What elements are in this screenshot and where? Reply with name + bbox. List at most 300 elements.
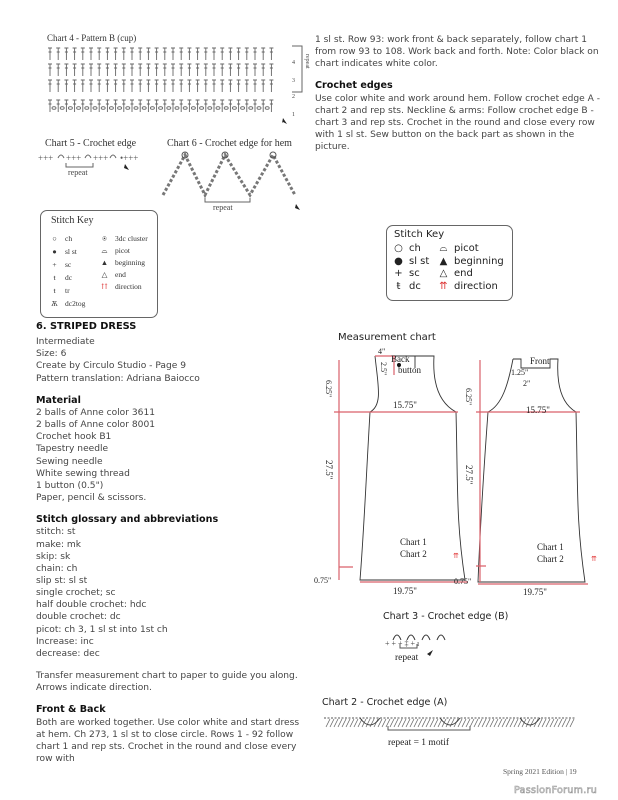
chart4-stitch [269, 100, 273, 112]
chart4-chain [191, 107, 195, 110]
chart4-stitch [212, 80, 216, 92]
chart2-stitch [486, 719, 490, 727]
chart2-stitch [350, 719, 354, 727]
stitch-key-entry [392, 268, 429, 281]
front-hem-height: 0.75" [454, 577, 472, 586]
chart4-stitch [269, 48, 273, 60]
back-top-height: 6.25" [324, 380, 333, 398]
chart2-stitch [506, 719, 510, 727]
crochet-edges-text: Use color white and work around hem. Follow crochet edge A - chart 2 and rep sts. Neckline & arms: Follow crochet edge B - chart 3 and rep sts. Crochet in the round and close every row with 1 sl st. Sew button on the back part as shown in the picture. [315, 93, 601, 153]
chart2-stitch [446, 719, 450, 727]
chart4-stitch [130, 48, 134, 60]
chart2-stitch [414, 719, 418, 727]
stitch-key-entry [98, 245, 148, 257]
chart2-stitch [394, 719, 398, 727]
chart4-chain [183, 107, 187, 110]
chart4-stitch [163, 80, 167, 92]
chart4-stitch [89, 80, 93, 92]
stitch-key-entry [437, 281, 504, 294]
page-footer: Spring 2021 Edition | 19 [503, 767, 577, 776]
chart4-stitch [97, 64, 101, 76]
chart4-chain [126, 107, 130, 110]
chart4-stitch [114, 64, 118, 76]
chart4-chain [265, 107, 269, 110]
chart4-stitch [196, 80, 200, 92]
chart4-chain [200, 107, 204, 110]
chart4-stitch [48, 80, 52, 92]
right-column [315, 34, 611, 153]
chart4-repeat: repeat [304, 54, 310, 69]
stitch-key-label: sc [65, 260, 72, 269]
chart4-stitch [253, 100, 257, 112]
svg-text:+++: +++ [38, 153, 54, 163]
chart4-chain [109, 107, 113, 110]
stitch-key-label: ch [65, 234, 73, 243]
chart2-stitch [406, 719, 410, 727]
stitch-key-entry [98, 269, 148, 281]
glossary-item: single crochet; sc [36, 588, 116, 599]
back-chart2-label: Chart 2 [400, 549, 427, 559]
chart2-stitch [550, 719, 554, 727]
intro-line: Size: 6 [36, 349, 67, 360]
front-strap-width: 1.25" [511, 368, 529, 377]
chart4-stitch [114, 100, 118, 112]
glossary-heading: Stitch glossary and abbreviations [36, 514, 219, 526]
svg-text:+ + + ‡ + ı: + + + ‡ + ı [385, 639, 420, 648]
chart4-stitch [56, 48, 60, 60]
stitch-key-entry [437, 268, 504, 281]
stitch-key-label: picot [454, 243, 479, 254]
chart4-stitch [261, 100, 265, 112]
chart2-stitch [330, 719, 334, 727]
front-chart1-label: Chart 1 [537, 542, 564, 552]
chart4-stitch [187, 100, 191, 112]
chart2-stitch [514, 719, 518, 727]
material-heading: Material [36, 394, 81, 406]
chart4-chain [60, 107, 64, 110]
chart4-stitch [237, 64, 241, 76]
chart2-stitch [418, 719, 422, 727]
chart4-stitch [105, 100, 109, 112]
chart4-stitch [196, 48, 200, 60]
chart2-stitch [498, 719, 502, 727]
chart2-stitch [570, 719, 574, 727]
front-chart2-label: Chart 2 [537, 554, 564, 564]
chart3-repeat: repeat [395, 653, 419, 663]
stitch-key-title: Stitch Key [394, 229, 445, 240]
chart4-stitch [187, 48, 191, 60]
svg-text:⇈: ⇈ [591, 555, 597, 563]
stitch-key-entry [98, 281, 148, 293]
chart4-stitch [155, 80, 159, 92]
chart4-stitch [81, 48, 85, 60]
material-item: Crochet hook B1 [36, 432, 112, 443]
chart4-stitch [220, 64, 224, 76]
chart4-stitch [179, 100, 183, 112]
chart4-stitch [253, 64, 257, 76]
chart4-stitch [138, 80, 142, 92]
chart4-stitch [212, 100, 216, 112]
dc2tog-symbol-icon: Ѫ [51, 299, 58, 308]
chart4-chain [93, 107, 97, 110]
chart4-stitch [105, 48, 109, 60]
sl-st-symbol-icon: ● [52, 247, 57, 256]
chart4-stitch [122, 80, 126, 92]
chart4-chain [159, 107, 163, 110]
svg-text:+++: +++ [66, 153, 82, 163]
chart2-diagram [320, 712, 580, 752]
chart4-row-4: 4 [292, 60, 295, 66]
direction-symbol-icon: ⇈ [101, 282, 108, 291]
sc-symbol-icon: + [394, 268, 403, 279]
chart4-stitch [245, 48, 249, 60]
chart4-stitch [261, 48, 265, 60]
stitch-key-label: dc2tog [65, 299, 86, 308]
tr-symbol-icon: ŧ [53, 286, 56, 295]
stitch-key-label: ch [409, 243, 421, 254]
chart4-stitch [122, 64, 126, 76]
stitch-key-entry [98, 257, 148, 269]
material-item: Tapestry needle [36, 444, 109, 455]
back-neck-width: 4" [378, 347, 386, 356]
stitch-key-entry [437, 256, 504, 269]
dc-symbol-icon: ŧ [53, 273, 56, 282]
chart2-stitch [478, 719, 482, 727]
intro-line: Create by Circulo Studio - Page 9 [36, 361, 187, 372]
svg-text:+++: +++ [93, 153, 109, 163]
crochet-edges-heading: Crochet edges [315, 80, 393, 92]
chart2-stitch [494, 719, 498, 727]
chart2-stitch [390, 719, 394, 727]
chart4-stitch [253, 80, 257, 92]
chart4-stitch [163, 48, 167, 60]
chart4-stitch [261, 64, 265, 76]
chart3-diagram [385, 628, 475, 664]
beginning-symbol-icon: ▲ [439, 255, 448, 267]
stitch-key-2 [386, 225, 513, 301]
chart2-stitch [530, 719, 534, 727]
stitch-key-entry [98, 233, 148, 245]
chart4-stitch [237, 100, 241, 112]
stitch-key-label: 3dc cluster [115, 234, 148, 243]
chart4-stitch [155, 100, 159, 112]
chart4-stitch [56, 100, 60, 112]
chart2-stitch [346, 719, 350, 727]
chart4-stitch [97, 48, 101, 60]
chart4-stitch [212, 48, 216, 60]
chart4-stitch [146, 80, 150, 92]
stitch-key-label: beginning [454, 255, 504, 267]
chart4-chain [101, 107, 105, 110]
chart4-stitch [220, 48, 224, 60]
stitch-key-entry [392, 243, 429, 256]
chart4-stitch [64, 80, 68, 92]
chart4-stitch [171, 64, 175, 76]
front-label: Front [530, 356, 550, 366]
chart4-stitch [245, 64, 249, 76]
material-item: 2 balls of Anne color 3611 [36, 407, 156, 418]
chart2-stitch [398, 719, 402, 727]
chart4-row-1: 1 [292, 112, 295, 118]
front-body-height: 27.5" [464, 465, 474, 485]
chart4-chain [142, 107, 146, 110]
chart4-stitch [196, 100, 200, 112]
chart4-stitch [237, 48, 241, 60]
material-item: White sewing thread [36, 468, 130, 479]
chart2-stitch [450, 719, 454, 727]
glossary-item: half double crochet: hdc [36, 600, 147, 611]
chart2-stitch [334, 719, 338, 727]
chart2-stitch [338, 719, 342, 727]
chart4-chain [257, 107, 261, 110]
chart4-stitch [89, 64, 93, 76]
chart6-repeat: repeat [213, 203, 233, 212]
stitch-key-label: end [454, 268, 473, 279]
ch-symbol-icon: ○ [394, 243, 403, 254]
measurement-title: Measurement chart [338, 332, 436, 343]
chart2-stitch [430, 719, 434, 727]
chart2-stitch [566, 719, 570, 727]
chart2-stitch [326, 719, 330, 727]
material-item: 1 button (0.5") [36, 480, 104, 491]
dc-symbol-icon: ŧ [396, 280, 401, 292]
chart4-stitch [204, 100, 208, 112]
chart5-title: Chart 5 - Crochet edge [45, 138, 137, 149]
chart4-stitch [269, 80, 273, 92]
chart2-title: Chart 2 - Crochet edge (A) [322, 697, 448, 708]
intro-line: Intermediate [36, 337, 95, 348]
chart4-stitch [64, 64, 68, 76]
chart4-stitch [89, 100, 93, 112]
chart2-stitch [466, 719, 470, 727]
chart4-stitch [171, 100, 175, 112]
chart4-stitch [56, 80, 60, 92]
chart4-stitch [155, 48, 159, 60]
chart2-stitch [370, 719, 374, 727]
chart2-stitch [562, 719, 566, 727]
chart4-stitch [179, 80, 183, 92]
beginning-arrow-icon [282, 118, 287, 124]
chart4-diagram [40, 44, 310, 124]
chart4-stitch [237, 80, 241, 92]
back-chart1-label: Chart 1 [400, 537, 427, 547]
chart4-stitch [48, 48, 52, 60]
direction-symbol-icon: ⇈ [439, 280, 448, 292]
back-hem-width: 19.75" [393, 586, 417, 596]
stitch-key-entry [437, 243, 504, 256]
beginning-arrow-icon [124, 164, 129, 170]
chart4-row-3: 3 [292, 78, 295, 84]
chart4-chain [249, 107, 253, 110]
left-column [36, 321, 308, 765]
front-top-height: 6.25" [464, 388, 473, 406]
transfer-note: Transfer measurement chart to paper to guide you along. Arrows indicate direction. [36, 671, 298, 694]
chart4-stitch [122, 100, 126, 112]
front-hem-width: 19.75" [523, 587, 547, 597]
chart4-stitch [114, 48, 118, 60]
material-item: Paper, pencil & scissors. [36, 493, 147, 504]
chart4-stitch [105, 64, 109, 76]
ch-symbol-icon: ○ [52, 234, 57, 243]
chart4-chain [208, 107, 212, 110]
sc-symbol-icon: + [52, 260, 57, 269]
glossary-item: skip: sk [36, 551, 71, 562]
svg-text:⇈: ⇈ [453, 552, 459, 560]
chart4-stitch [81, 100, 85, 112]
glossary-item: Increase: inc [36, 636, 94, 647]
measurement-chart [314, 347, 618, 602]
section-title: 6. STRIPED DRESS [36, 321, 137, 332]
chart4-stitch [187, 80, 191, 92]
end-symbol-icon: △ [101, 270, 108, 279]
chart2-stitch [554, 719, 558, 727]
back-label: Back [391, 354, 410, 364]
chart2-stitch [342, 719, 346, 727]
chart4-stitch [155, 64, 159, 76]
svg-text:•+++: •+++ [120, 153, 139, 163]
chart4-stitch [179, 48, 183, 60]
stitch-key-entry [392, 256, 429, 269]
picot-symbol-icon: ⌓ [101, 246, 108, 255]
chart4-stitch [138, 64, 142, 76]
chart4-stitch [261, 80, 265, 92]
chart4-stitch [146, 100, 150, 112]
chart2-stitch [490, 719, 494, 727]
chart4-stitch [245, 80, 249, 92]
chart2-stitch [542, 719, 546, 727]
chart4-stitch [196, 64, 200, 76]
chart5-repeat: repeat [68, 168, 88, 177]
chart4-stitch [204, 80, 208, 92]
stitch-key-entry [48, 284, 85, 297]
chart4-stitch [228, 100, 232, 112]
chart4-chain [175, 107, 179, 110]
chart6-title: Chart 6 - Crochet edge for hem [167, 138, 292, 149]
glossary-item: double crochet: dc [36, 612, 121, 623]
glossary-item: slip st: sl st [36, 575, 88, 586]
chart2-stitch [366, 719, 370, 727]
picot-symbol-icon: ⌓ [439, 243, 448, 254]
back-hem-height: 0.75" [314, 576, 332, 585]
chart4-stitch [204, 48, 208, 60]
stitch-key-label: beginning [115, 258, 145, 267]
chart4-stitch [171, 48, 175, 60]
chart4-stitch [146, 64, 150, 76]
stitch-key-entry [48, 297, 85, 310]
chart2-stitch [462, 719, 466, 727]
chart4-chain [68, 107, 72, 110]
chart2-stitch [558, 719, 562, 727]
chart2-stitch [382, 719, 386, 727]
chart4-chain [150, 107, 154, 110]
chart4-chain [134, 107, 138, 110]
intro-line: Pattern translation: Adriana Baiocco [36, 373, 200, 384]
chart4-chain [167, 107, 171, 110]
chart4-stitch [73, 100, 77, 112]
watermark: PassionForum.ru [514, 785, 598, 796]
chart4-chain [77, 107, 81, 110]
chart4-stitch [179, 64, 183, 76]
chart4-stitch [130, 100, 134, 112]
chart4-chain [216, 107, 220, 110]
stitch-key-entry [48, 258, 85, 271]
stitch-key-label: sl st [409, 255, 430, 267]
chart2-stitch [502, 719, 506, 727]
chart4-chain [52, 107, 56, 110]
stitch-key-label: dc [65, 273, 73, 282]
stitch-key-label: sc [409, 268, 420, 279]
end-symbol-icon: △ [439, 268, 448, 279]
chart4-stitch [122, 48, 126, 60]
stitch-key-entry [48, 245, 85, 258]
chart4-stitch [187, 64, 191, 76]
chart4-stitch [89, 48, 93, 60]
front-back-heading: Front & Back [36, 704, 106, 716]
chart2-stitch [526, 719, 530, 727]
chart2-stitch [510, 719, 514, 727]
chart4-stitch [253, 48, 257, 60]
chart4-stitch [97, 80, 101, 92]
chart4-chain [241, 107, 245, 110]
front-chest: 15.75" [526, 405, 550, 415]
chart4-stitch [73, 80, 77, 92]
chart4-chain [232, 107, 236, 110]
chart2-stitch [546, 719, 550, 727]
front-back-text: Both are worked together. Use color white and start dress at hem. Ch 273, 1 sl st to close circle. Rows 1 - 92 follow chart 1 and rep sts. Crochet in the round and close every row with [36, 717, 300, 764]
chart2-stitch [470, 719, 474, 727]
chart4-stitch [212, 64, 216, 76]
back-neck-depth: 2.5" [379, 362, 388, 376]
beginning-symbol-icon: ▲ [100, 258, 109, 267]
stitch-key-label: dc [409, 280, 421, 292]
chart4-stitch [48, 64, 52, 76]
chart4-stitch [73, 48, 77, 60]
chart4-stitch [228, 48, 232, 60]
chart4-stitch [81, 64, 85, 76]
glossary-item: picot: ch 3, 1 sl st into 1st ch [36, 624, 168, 635]
chart2-stitch [474, 719, 478, 727]
chart4-stitch [171, 80, 175, 92]
stitch-key-label: tr [65, 286, 70, 295]
chart4-stitch [204, 64, 208, 76]
chart4-stitch [228, 80, 232, 92]
material-item: Sewing needle [36, 456, 103, 467]
chart6-diagram [155, 150, 305, 215]
stitch-key-label: picot [115, 246, 130, 255]
chart4-chain [85, 107, 89, 110]
stitch-key-entry [392, 281, 429, 294]
stitch-key-label: sl st [65, 247, 77, 256]
chart4-stitch [130, 64, 134, 76]
chart4-stitch [163, 64, 167, 76]
stitch-key-entry [48, 271, 85, 284]
front-outline [478, 359, 585, 582]
chart4-stitch [73, 64, 77, 76]
chart2-stitch [354, 719, 358, 727]
beginning-arrow-icon [427, 650, 433, 656]
chart4-stitch [81, 80, 85, 92]
glossary-item: stitch: st [36, 527, 76, 538]
chart2-stitch [422, 719, 426, 727]
stitch-key-label: direction [454, 280, 498, 292]
chart2-stitch [410, 719, 414, 727]
button-label: button [398, 365, 422, 375]
3dc-cluster-symbol-icon: ⍟ [102, 234, 107, 243]
chart4-chain [118, 107, 122, 110]
chart4-stitch [56, 64, 60, 76]
back-body-height: 27.5" [324, 460, 334, 480]
chart4-stitch [48, 100, 52, 112]
